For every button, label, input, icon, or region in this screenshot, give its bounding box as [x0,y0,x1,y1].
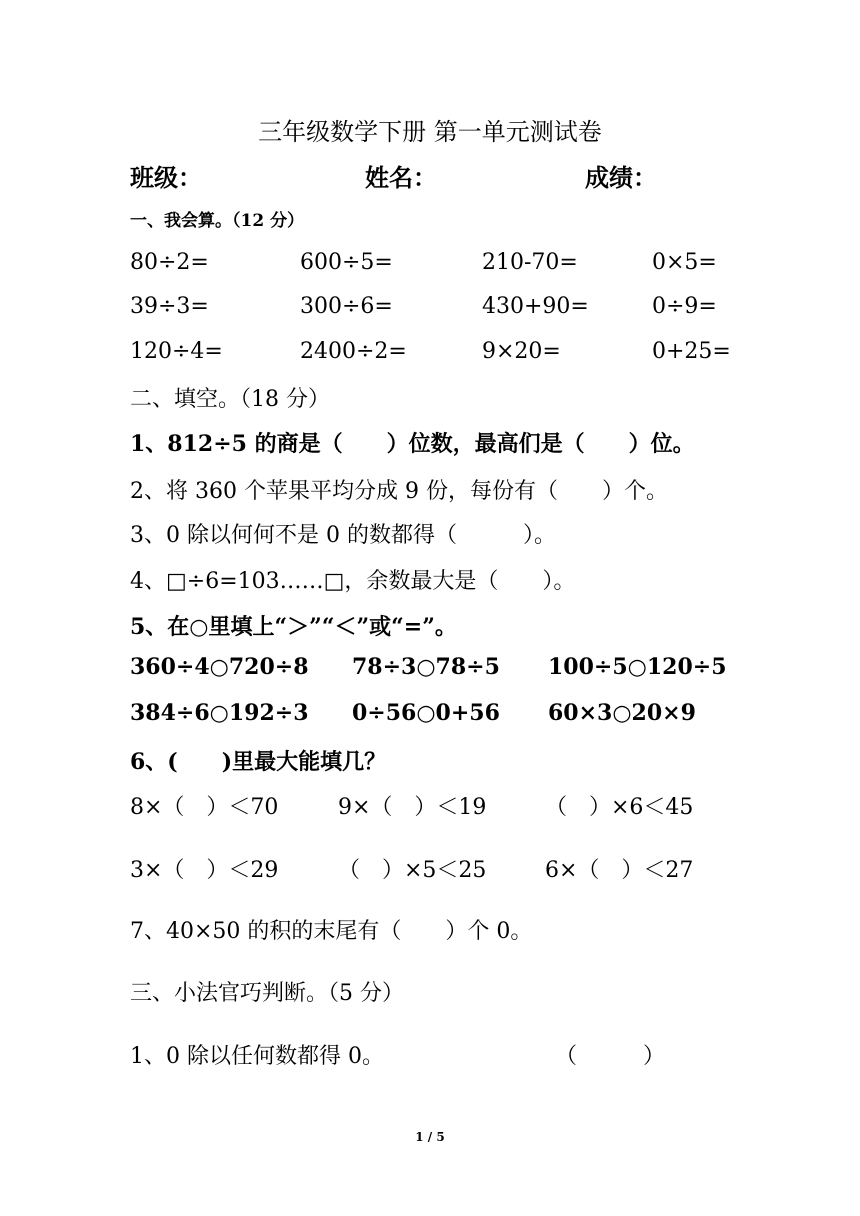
fill-question-1: 1、812÷5 的商是（ ）位数，最高们是（ ）位。 [130,431,695,457]
calc-item: 120÷4= [130,339,223,364]
calc-item: 9×20= [482,339,561,364]
calc-item: 300÷6= [300,294,393,319]
calc-item: 0×5= [652,250,717,275]
fill-question-3: 3、0 除以何何不是 0 的数都得（ ）。 [130,523,556,548]
fill-question-7: 7、40×50 的积的末尾有（ ）个 0。 [130,919,533,944]
fill-question-5: 5、在○里填上“＞”“＜”或“=”。 [130,614,457,640]
class-label: 班级： [130,163,202,192]
fill-question-6: 6、( )里最大能填几？ [130,749,387,775]
calc-item: 0+25= [652,339,731,364]
compare-item: 60×3○20×9 [548,700,696,726]
calc-item: 80÷2= [130,250,209,275]
calc-item: 210-70= [482,250,578,275]
calc-item: 2400÷2= [300,339,407,364]
section-1-heading: 一、我会算。（12 分） [130,211,305,231]
compare-item: 384÷6○192÷3 [130,700,309,726]
page-title: 三年级数学下册 第一单元测试卷 [258,118,602,146]
name-label: 姓名： [365,163,437,192]
max-fill-item: 8×（ ）＜70 [130,795,279,820]
fill-question-2: 2、将 360 个苹果平均分成 9 份，每份有（ ）个。 [130,479,668,504]
compare-item: 360÷4○720÷8 [130,654,309,680]
max-fill-item: （ ）×5＜25 [338,858,487,883]
section-2-heading: 二、填空。（18 分） [130,387,330,412]
page-number: 1 / 5 [415,1130,445,1144]
calc-item: 0÷9= [652,294,717,319]
calc-item: 39÷3= [130,294,209,319]
compare-item: 78÷3○78÷5 [352,654,500,680]
judge-answer-blank: （ ） [555,1044,666,1069]
judge-question-1: 1、0 除以任何数都得 0。 [130,1044,384,1069]
max-fill-item: 3×（ ）＜29 [130,858,279,883]
calc-item: 600÷5= [300,250,393,275]
max-fill-item: 9×（ ）＜19 [338,795,487,820]
max-fill-item: 6×（ ）＜27 [545,858,694,883]
fill-question-4: 4、□÷6=103……□，余数最大是（ ）。 [130,569,576,594]
compare-item: 0÷56○0+56 [352,700,500,726]
compare-item: 100÷5○120÷5 [548,654,727,680]
calc-item: 430+90= [482,294,589,319]
max-fill-item: （ ）×6＜45 [545,795,694,820]
score-label: 成绩： [585,163,657,192]
section-3-heading: 三、小法官巧判断。（5 分） [130,981,404,1006]
